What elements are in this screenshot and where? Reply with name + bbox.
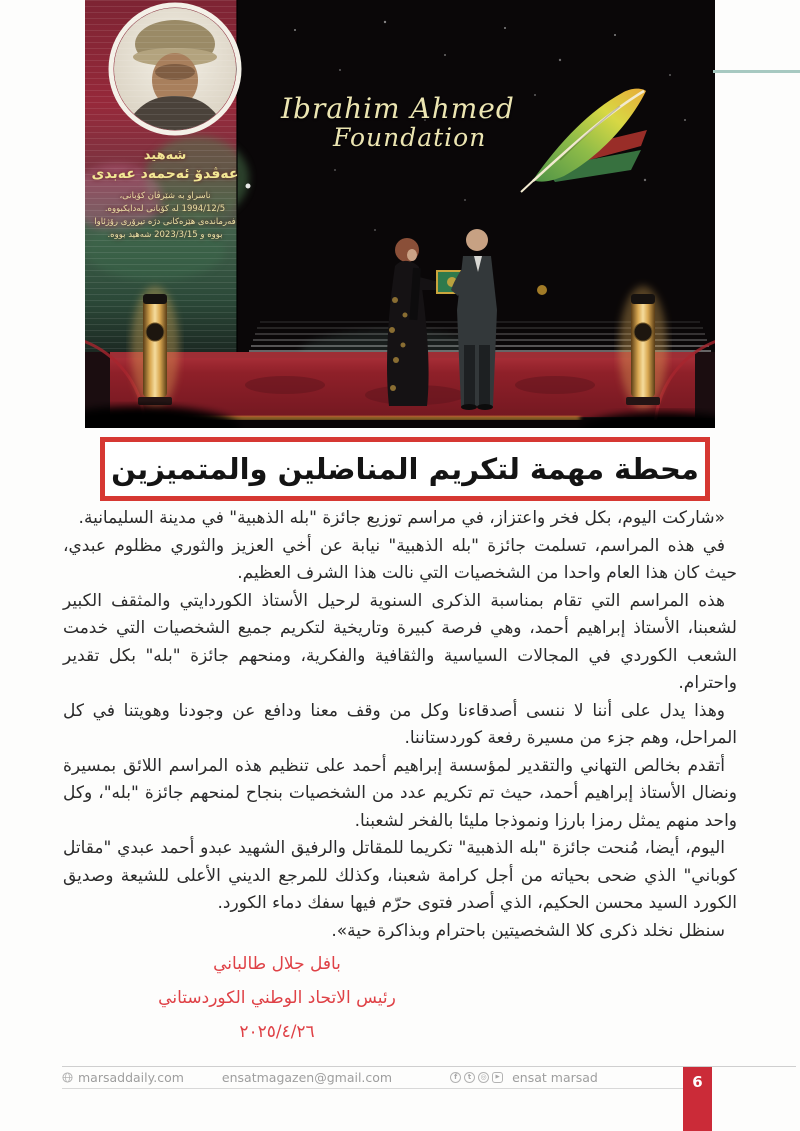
twitter-icon[interactable]: t xyxy=(464,1072,475,1083)
article-paragraph: سنظل نخلد ذكرى كلا الشخصيتين باحترام وبذاكرة حية». xyxy=(331,920,725,941)
instagram-icon[interactable]: ◎ xyxy=(478,1072,489,1083)
email-link[interactable]: ensatmagazen@gmail.com xyxy=(221,1069,393,1085)
martyr-line: بووە و 2023/3/15 شەهید بووە. xyxy=(107,230,223,240)
signature-title: رئيس الاتحاد الوطني الكوردستاني xyxy=(158,988,396,1008)
martyr-name: عەڤدۆ ئەحمەد عەبدی xyxy=(91,166,239,182)
article-paragraph: في هذه المراسم، تسلمت جائزة "بله الذهبية" نيابة عن أخي العزيز والثوري مظلوم عبدي، حيث كان هذا العام واحدا من الشخصيات التي نالت هذا الشرف العظيم. xyxy=(63,535,737,583)
martyr-caption xyxy=(91,148,239,242)
foundation-logo-line2: Foundation xyxy=(333,123,487,152)
right-pillar xyxy=(619,286,667,410)
article-paragraph: «شاركت اليوم، بكل فخر واعتزاز، في مراسم توزيع جائزة "بله الذهبية" في مدينة السليمانية. xyxy=(78,508,725,528)
article-body xyxy=(63,505,737,945)
social-account-name: ensat marsad xyxy=(512,1069,598,1085)
ceremony-photo xyxy=(85,0,715,428)
foundation-logo-line1: Ibrahim Ahmed xyxy=(281,92,515,125)
foundation-logo xyxy=(281,92,541,152)
website-link[interactable]: marsaddaily.com xyxy=(78,1069,184,1085)
gold-light xyxy=(537,285,547,295)
top-accent-line xyxy=(713,70,800,73)
headline-box xyxy=(100,437,710,501)
globe-icon xyxy=(62,1072,73,1083)
martyr-line: 1994/12/5 لە کۆبانی لەدایکبووە. xyxy=(104,204,226,214)
signature-name: بافل جلال طالباني xyxy=(213,954,341,974)
left-pillar xyxy=(131,286,179,410)
page-title: محطة مهمة لتكريم المناضلين والمتميزين xyxy=(111,452,699,486)
signature-date: ٢٠٢٥/٤/٢٦ xyxy=(239,1022,315,1042)
youtube-icon[interactable]: ▶ xyxy=(492,1072,503,1083)
page-number-badge: 6 xyxy=(683,1067,712,1131)
footer-divider-bottom xyxy=(62,1088,683,1089)
martyr-label: شەهید xyxy=(143,148,187,163)
facebook-icon[interactable]: f xyxy=(450,1072,461,1083)
signature-block xyxy=(127,947,427,1049)
martyr-line: فەرماندەی هێزەکانی دژە تیرۆری رۆژئاوا xyxy=(94,217,236,227)
article-paragraph: وهذا يدل على أننا لا ننسى أصدقاءنا وكل من وقف معنا ودافع عن وجودنا وهويتنا في كل المراحل، وهم جزء من مسيرة رفعة كوردستاننا. xyxy=(63,700,737,748)
article-paragraph: هذه المراسم التي تقام بمناسبة الذكرى السنوية لرحيل الأستاذ الكوردايتي والمثقف الكبير لشعبنا، الأستاذ إبراهيم أحمد، وهي فرصة كبيرة وتاريخية لتكريم جميع الشخصيات التي خدمت الشعب الكوردي في المجالات السياسية والثقافية والفكرية، ومنحهم جائزة "بله" بكل تقدير واحترام. xyxy=(63,590,737,693)
martyr-line: ناسراو بە شێرڤان کۆبانی، xyxy=(119,191,211,201)
article-paragraph: أتقدم بخالص التهاني والتقدير لمؤسسة إبراهيم أحمد على تنظيم هذه المراسم اللائق بمسيرة ونضال الأستاذ إبراهيم أحمد، حيث تم تكريم عدد من الشخصيات بنجاح لمنحهم جائزة "بله"، وكل واحد منهم يمثل رمزا بارزا ونموذجا مليئا بالفخر لشعبنا. xyxy=(63,755,737,831)
article-paragraph: اليوم، أيضا، مُنحت جائزة "بله الذهبية" تكريما للمقاتل والرفيق الشهيد عبدو أحمد عبدي "مقاتل كوباني" الذي ضحى بحياته من أجل كرامة شعبنا، وكذلك للمرجع الديني الأعلى للشيعة وصديق الكورد السيد محسن الحكيم، الذي أصدر فتوى حرّم فيها سفك دماء الكورد. xyxy=(63,838,737,913)
footer xyxy=(62,1066,682,1088)
